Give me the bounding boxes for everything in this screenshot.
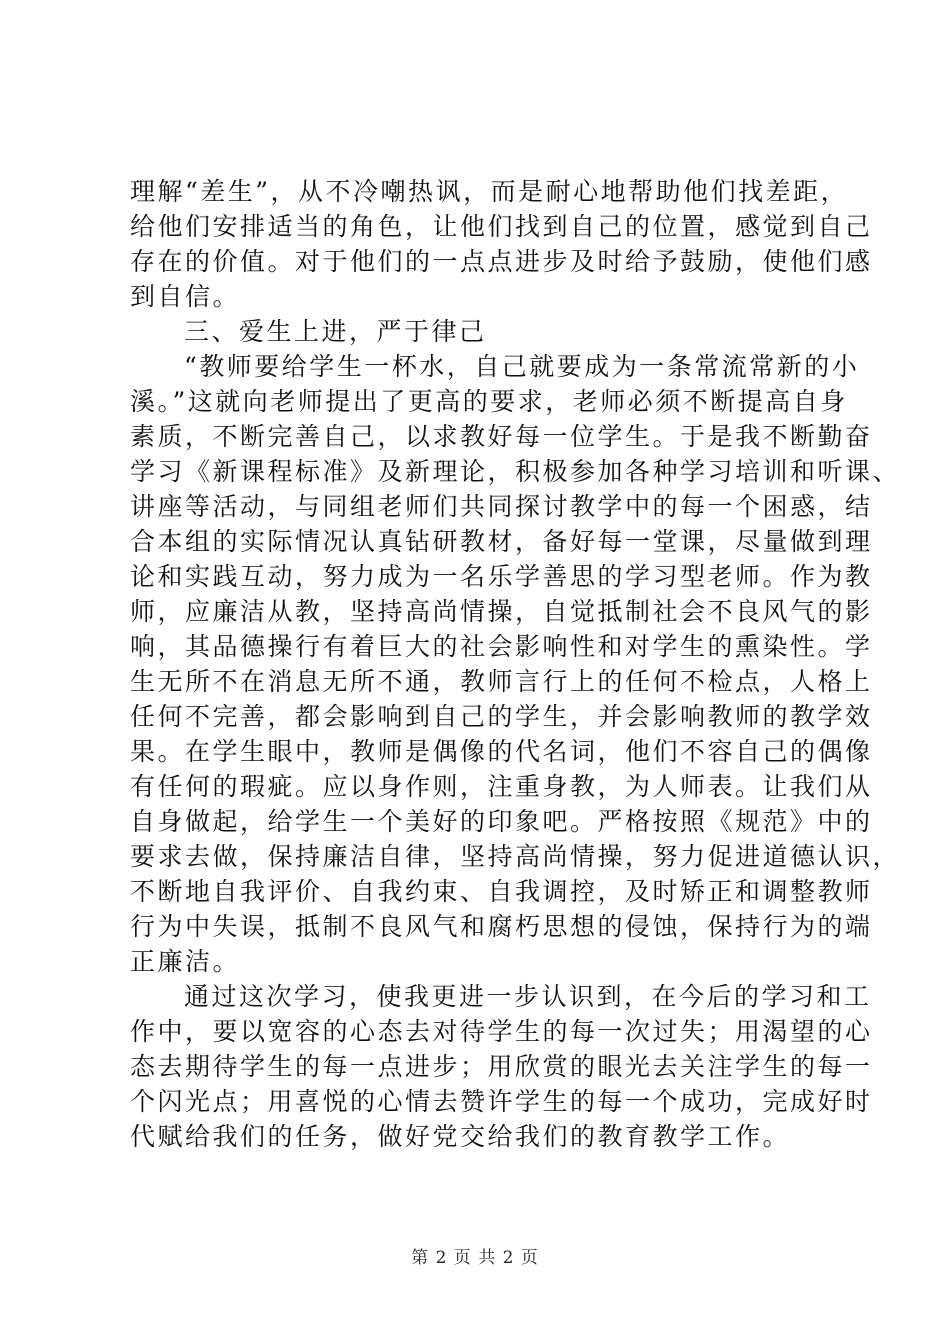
text-line: 不断地自我评价、自我约束、自我调控，及时矫正和调整教师 xyxy=(130,877,873,906)
text-line: 有任何的瑕疵。应以身作则，注重身教，为人师表。让我们从 xyxy=(130,772,873,801)
text-line: 师，应廉洁从教，坚持高尚情操，自觉抵制社会不良风气的影 xyxy=(130,597,873,626)
text-line: 行为中失误，抵制不良风气和腐朽思想的侵蚀，保持行为的端 xyxy=(130,912,873,941)
document-body xyxy=(130,174,901,1154)
text-line: 个闪光点；用喜悦的心情去赞许学生的每一个成功，完成好时 xyxy=(130,1087,873,1116)
text-line: 响，其品德操行有着巨大的社会影响性和对学生的熏染性。学 xyxy=(130,632,873,661)
text-line: 理解“差生”，从不冷嘲热讽，而是耐心地帮助他们找差距， xyxy=(130,177,849,206)
text-line: 素质，不断完善自己，以求教好每一位学生。于是我不断勤奋 xyxy=(130,422,873,451)
page-number-footer: 第 2 页 共 2 页 xyxy=(411,1248,539,1268)
text-line: 溪。”这就向老师提出了更高的要求，老师必须不断提高自身 xyxy=(130,387,848,416)
text-line: 给他们安排适当的角色，让他们找到自己的位置，感觉到自己 xyxy=(130,212,873,241)
text-line: 自身做起，给学生一个美好的印象吧。严格按照《规范》中的 xyxy=(130,807,873,836)
text-line: 态去期待学生的每一点进步；用欣赏的眼光去关注学生的每一 xyxy=(130,1052,873,1081)
section-heading: 三、爱生上进，严于律己 xyxy=(184,317,487,346)
text-line: 代赋给我们的任务，做好党交给我们的教育教学工作。 xyxy=(130,1122,791,1151)
text-line: “教师要给学生一杯水，自己就要成为一条常流常新的小 xyxy=(184,352,860,381)
text-line: 任何不完善，都会影响到自己的学生，并会影响教师的教学效 xyxy=(130,702,873,731)
text-line: 存在的价值。对于他们的一点点进步及时给予鼓励，使他们感 xyxy=(130,247,873,276)
text-line: 论和实践互动，努力成为一名乐学善思的学习型老师。作为教 xyxy=(130,562,873,591)
text-line: 到自信。 xyxy=(130,282,241,311)
text-line: 作中，要以宽容的心态去对待学生的每一次过失；用渴望的心 xyxy=(130,1017,873,1046)
text-line: 讲座等活动，与同组老师们共同探讨教学中的每一个困惑，结 xyxy=(130,492,873,521)
text-line: 果。在学生眼中，教师是偶像的代名词，他们不容自己的偶像 xyxy=(130,737,873,766)
text-line: 学习《新课程标准》及新理论，积极参加各种学习培训和听课、 xyxy=(130,457,901,486)
text-line: 通过这次学习，使我更进一步认识到，在今后的学习和工 xyxy=(184,982,872,1011)
text-line: 正廉洁。 xyxy=(130,947,241,976)
text-line: 合本组的实际情况认真钻研教材，备好每一堂课，尽量做到理 xyxy=(130,527,873,556)
text-line: 生无所不在消息无所不通，教师言行上的任何不检点，人格上 xyxy=(130,667,873,696)
text-line: 要求去做，保持廉洁自律，坚持高尚情操，努力促进道德认识， xyxy=(130,842,901,871)
